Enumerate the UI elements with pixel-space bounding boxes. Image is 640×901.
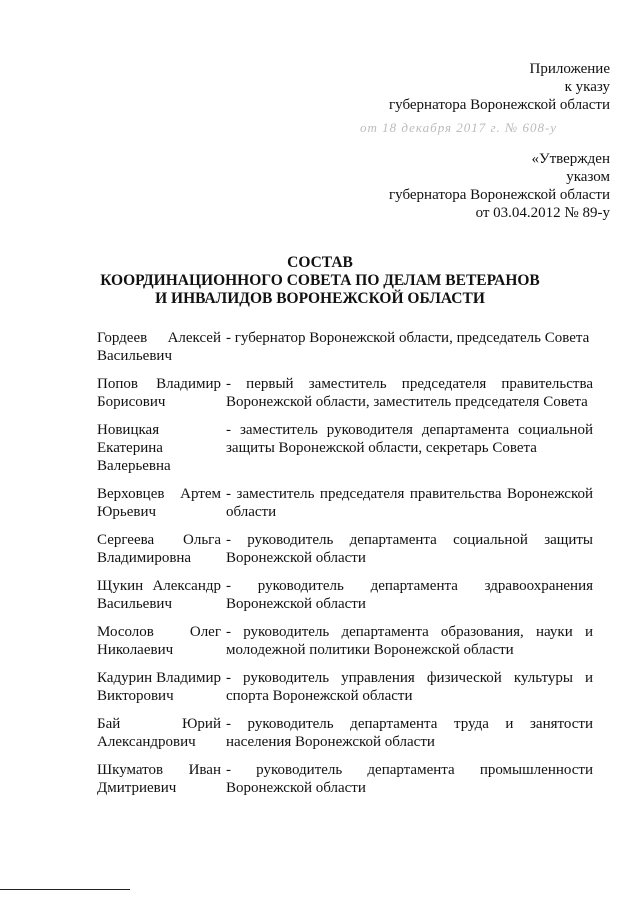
member-name: Гордеев Алексей Васильевич (97, 330, 221, 364)
member-row (97, 577, 593, 613)
member-role: - первый заместитель председателя правительства Воронежской области, заместитель председателя Совета (226, 376, 593, 410)
member-name: Бай Юрий Александрович (97, 716, 221, 750)
member-name: Попов Владимир Борисович (97, 376, 221, 410)
member-row (97, 761, 593, 797)
member-name: Щукин Александр Васильевич (97, 578, 221, 612)
member-name: Кадурин Владимир Викторович (97, 670, 221, 704)
title-line-1: СОСТАВ (287, 254, 353, 271)
member-name: Шкуматов Иван Дмитриевич (97, 762, 221, 796)
approval-line-3: губернатора Воронежской области (389, 187, 610, 203)
appendix-line-3: губернатора Воронежской области (389, 97, 610, 113)
appendix-line-1: Приложение (529, 61, 610, 77)
member-name: Сергеева Ольга Владимировна (97, 532, 221, 566)
appendix-header (389, 60, 610, 114)
member-role: - руководитель департамента образования, науки и молодежной политики Воронежской области (226, 624, 593, 658)
member-role: - руководитель департамента здравоохранения Воронежской области (226, 578, 593, 612)
member-role: - руководитель департамента промышленности Воронежской области (226, 762, 593, 796)
title-line-2: КООРДИНАЦИОННОГО СОВЕТА ПО ДЕЛАМ ВЕТЕРАНОВ (100, 272, 540, 289)
title-line-3: И ИНВАЛИДОВ ВОРОНЕЖСКОЙ ОБЛАСТИ (155, 290, 485, 307)
member-role: - заместитель председателя правительства Воронежской области (226, 486, 593, 520)
member-row (97, 669, 593, 705)
footnote-divider (0, 889, 130, 890)
member-row (97, 375, 593, 411)
registration-stamp: от 18 декабря 2017 г. № 608-у (360, 120, 558, 135)
member-role: - руководитель департамента труда и занятости населения Воронежской области (226, 716, 593, 750)
member-row (97, 715, 593, 751)
member-row (97, 329, 593, 365)
member-row (97, 531, 593, 567)
appendix-line-2: к указу (564, 79, 610, 95)
member-row (97, 485, 593, 521)
approval-line-1: «Утвержден (531, 151, 610, 167)
member-name: Новицкая Екатерина Валерьевна (97, 422, 171, 474)
member-role: - руководитель управления физической культуры и спорта Воронежской области (226, 670, 593, 704)
document-title (0, 254, 640, 308)
member-list (97, 329, 593, 807)
member-role: - губернатор Воронежской области, председатель Совета (226, 330, 590, 346)
member-role: - заместитель руководителя департамента социальной защиты Воронежской области, секретарь Совета (226, 422, 593, 456)
approval-line-4: от 03.04.2012 № 89-у (475, 205, 610, 221)
member-name: Мосолов Олег Николаевич (97, 624, 221, 658)
member-row (97, 421, 593, 475)
member-role: - руководитель департамента социальной защиты Воронежской области (226, 532, 593, 566)
approval-line-2: указом (566, 169, 610, 185)
approval-header (389, 150, 610, 222)
member-name: Верховцев Артем Юрьевич (97, 486, 221, 520)
member-row (97, 623, 593, 659)
